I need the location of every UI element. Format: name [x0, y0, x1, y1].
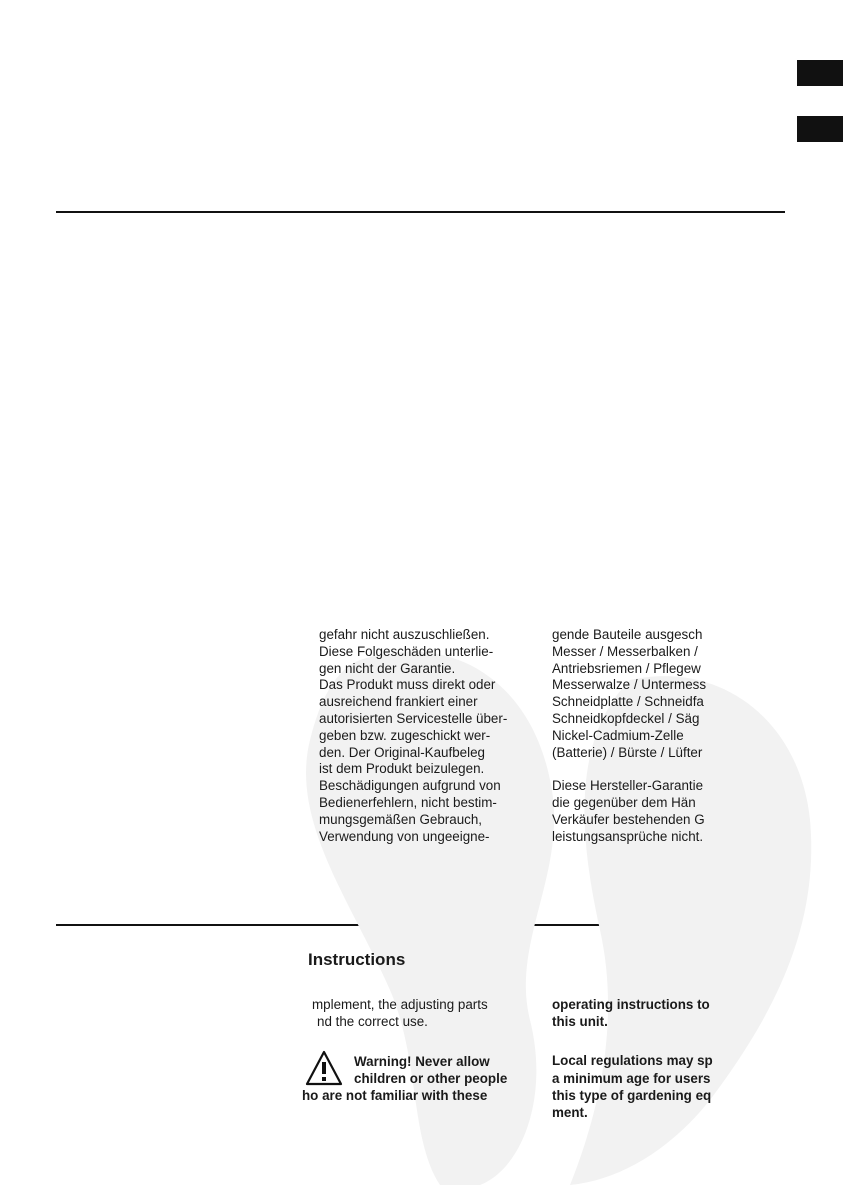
text-line: Local regulations may sp: [552, 1053, 713, 1069]
text-line: operating instructions to: [552, 997, 710, 1012]
english-text-column-2: [552, 996, 730, 1121]
text-line: Verkäufer bestehenden G: [552, 811, 705, 827]
text-line: this type of gardening eq: [552, 1087, 712, 1103]
text-line: Beschädigungen aufgrund von: [319, 778, 501, 794]
text-line: ist dem Produkt beizulegen.: [319, 761, 485, 777]
text-line: children or other people: [354, 1071, 508, 1087]
text-line: ment.: [552, 1105, 588, 1121]
text-line: mplement, the adjusting parts: [312, 997, 488, 1012]
text-line: Warning! Never allow: [354, 1054, 490, 1069]
text-line: Diese Hersteller-Garantie: [552, 778, 704, 794]
text-line: Bedienerfehlern, nicht bestim-: [319, 794, 497, 810]
text-line: Verwendung von ungeeigne-: [319, 828, 490, 844]
text-line: leistungsansprüche nicht.: [552, 828, 704, 844]
section-heading: Instructions: [308, 950, 406, 969]
text-line: gende Bauteile ausgesch: [552, 627, 703, 642]
text-line: Messerwalze / Untermess: [552, 677, 707, 693]
text-line: den. Der Original-Kaufbeleg: [319, 744, 485, 760]
text-line: nd the correct use.: [317, 1014, 428, 1030]
text-line: gefahr nicht auszuschließen.: [319, 627, 490, 642]
warning-text: [354, 1053, 507, 1087]
warning-text-continued: ho are not familiar with these: [302, 1088, 488, 1103]
text-line: Messer / Messerbalken /: [552, 643, 698, 659]
text-line: Schneidplatte / Schneidfa: [552, 694, 704, 710]
text-line: Nickel-Cadmium-Zelle: [552, 727, 684, 743]
english-text-column-1: [312, 996, 488, 1030]
text-line: (Batterie) / Bürste / Lüfter: [552, 744, 703, 760]
text-line: Das Produkt muss direkt oder: [319, 677, 496, 693]
section-rule-top: [56, 211, 785, 213]
language-tab-marker: [797, 60, 843, 86]
text-line: Antriebsriemen / Pflegew: [552, 660, 701, 676]
text-line: geben bzw. zugeschickt wer-: [319, 727, 491, 743]
text-line: gen nicht der Garantie.: [319, 660, 456, 676]
german-text-column-2: [552, 627, 730, 845]
text-line: Schneidkopfdeckel / Säg: [552, 710, 700, 726]
text-line: mungsgemäßen Gebrauch,: [319, 811, 483, 827]
warning-triangle-icon: [305, 1050, 343, 1086]
text-line: Diese Folgeschäden unterlie-: [319, 643, 494, 659]
text-line: autorisierten Servicestelle über-: [319, 710, 508, 726]
text-line: die gegenüber dem Hän: [552, 794, 696, 810]
language-tab-marker: [797, 116, 843, 142]
text-line: a minimum age for users: [552, 1070, 711, 1086]
text-line: ausreichend frankiert einer: [319, 694, 478, 710]
text-line: this unit.: [552, 1014, 608, 1030]
german-text-column-1: [319, 627, 507, 845]
